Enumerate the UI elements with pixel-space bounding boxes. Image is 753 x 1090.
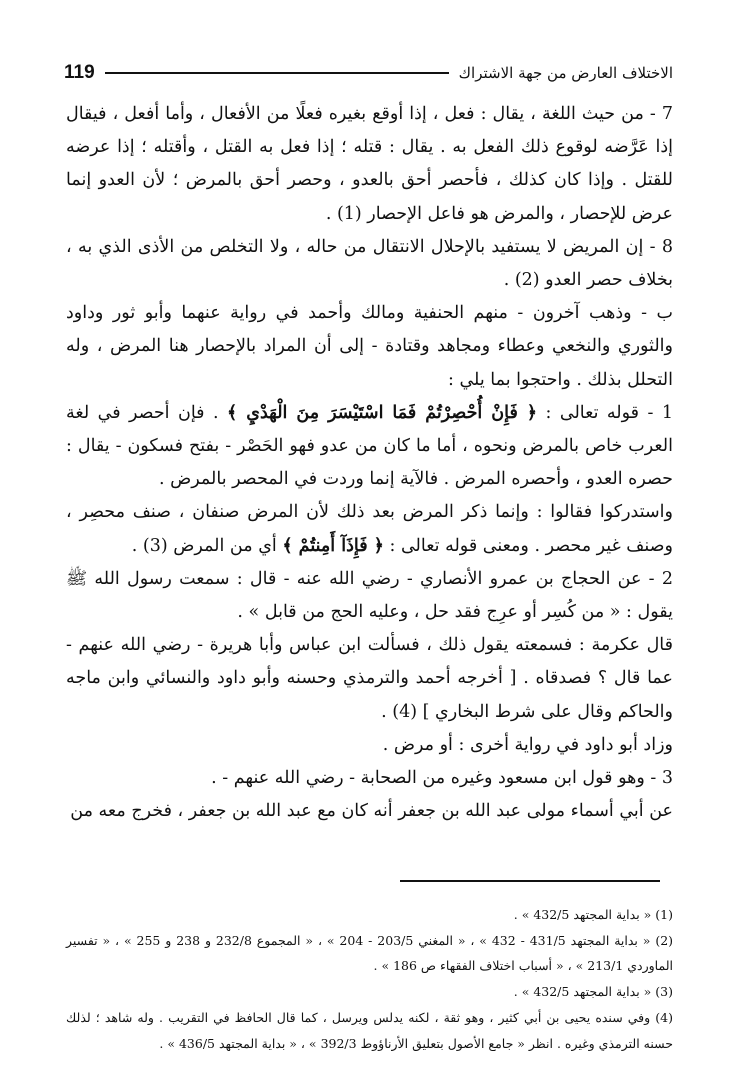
evidence-1-text: . فإن أحصر في لغة العرب خاص بالمرض ونحوه ، أما ما كان من عدو فهو الحَصْر - بفتح فسكون - يقال : حصره العدو ، وأحصره المرض . فالآية إنما وردت في المحصر بالمرض .: [66, 402, 673, 490]
paragraph-ikrima: قال عكرمة : فسمعته يقول ذلك ، فسألت ابن عباس وأبا هريرة - رضي الله عنهم - عما قال ؟ فصدقاه . [ أخرجه أحمد والترمذي وحسنه وأبو داود والنسائي وابن ماجه والحاكم وقال على شرط البخاري ] (4) .: [66, 635, 673, 722]
istidrak-intro: واستدركوا فقالوا : وإنما ذكر المرض بعد ذلك لأن المرض صنفان ، صنف محصِر ، وصنف غير محصر . ومعنى قوله تعالى :: [66, 502, 673, 556]
paragraph-evidence-2: 2 - عن الحجاج بن عمرو الأنصاري - رضي الله عنه - قال : سمعت رسول الله ﷺ يقول : « من كُسِر أو عرِج فقد حل ، وعليه الحج من قابل » .: [66, 568, 673, 623]
page-header: [64, 56, 673, 90]
footnote-separator: [400, 880, 660, 882]
paragraph-abu-asma: عن أبي أسماء مولى عبد الله بن جعفر أنه كان مع عبد الله بن جعفر ، فخرج معه من: [70, 801, 673, 822]
footnote-2: (2) « بداية المجتهد 431/5 - 432 » ، « المغني 203/5 - 204 » ، « المجموع 232/8 و 238 و 255 » ، « تفسير الماوردي 213/1 » ، « أسباب اختلاف الفقهاء ص 186 » .: [66, 932, 674, 974]
header-rule: [105, 72, 449, 74]
page-number: 119: [64, 62, 95, 83]
paragraph-b: ب - وذهب آخرون - منهم الحنفية ومالك وأحمد في رواية عنهما وأبو ثور وداود والثوري والنخعي وعطاء ومجاهد وقتادة - إلى أن المراد بالإحصار هنا المرض ، وله التحلل بذلك . واحتجوا بما يلي :: [66, 303, 673, 390]
paragraph-7: 7 - من حيث اللغة ، يقال : فعل ، إذا أوقع بغيره فعلًا من الأفعال ، وأما أفعل ، فيقال إذا عَرَّضه لوقوع ذلك الفعل به . يقال : قتله ؛ إذا فعل به القتل ، وأقتله ؛ إذا عرضه للقتل . وإذا كان كذلك ، فأحصر أحق بالعدو ، وحصر أحق بالمرض ؛ لأن العدو إنما عرض للإحصار ، والمرض هو فاعل الإحصار (1) .: [66, 104, 673, 224]
paragraph-evidence-1: [66, 397, 673, 497]
paragraph-istidrak: [66, 496, 673, 562]
footnote-1: (1) « بداية المجتهد 432/5 » .: [513, 907, 673, 922]
main-text: [66, 98, 673, 828]
paragraph-8: 8 - إن المريض لا يستفيد بالإحلال الانتقال من حاله ، ولا التخلص من الأذى الذي به ، بخلاف حصر العدو (2) .: [66, 236, 673, 291]
quran-verse-1: ﴿ فَإِنْ أُحْصِرْتُمْ فَمَا اسْتَيْسَرَ مِنَ الْهَدْيِ ﴾: [227, 402, 538, 423]
paragraph-abu-dawud: وزاد أبو داود في رواية أخرى : أو مرض .: [382, 734, 673, 755]
istidrak-text: أي من المرض (3) .: [131, 535, 283, 556]
running-title: الاختلاف العارض من جهة الاشتراك: [458, 64, 673, 82]
paragraph-evidence-3: 3 - وهو قول ابن مسعود وغيره من الصحابة - رضي الله عنهم - .: [211, 768, 673, 789]
footnote-4: (4) وفي سنده يحيى بن أبي كثير ، وهو ثقة ، لكنه يدلس ويرسل ، كما قال الحافظ في التقريب . وله شاهد ؛ لذلك حسنه الترمذي وغيره . انظر « جامع الأصول بتعليق الأرناؤوط 392/3 » ، « بداية المجتهد 436/5 » .: [66, 1009, 673, 1051]
evidence-1-intro: 1 - قوله تعالى :: [537, 402, 673, 423]
footnote-3: (3) « بداية المجتهد 432/5 » .: [513, 984, 673, 1000]
quran-verse-2: ﴿ فَإِذَآ أَمِنتُمْ ﴾: [282, 535, 384, 556]
footnotes: [66, 902, 673, 1056]
